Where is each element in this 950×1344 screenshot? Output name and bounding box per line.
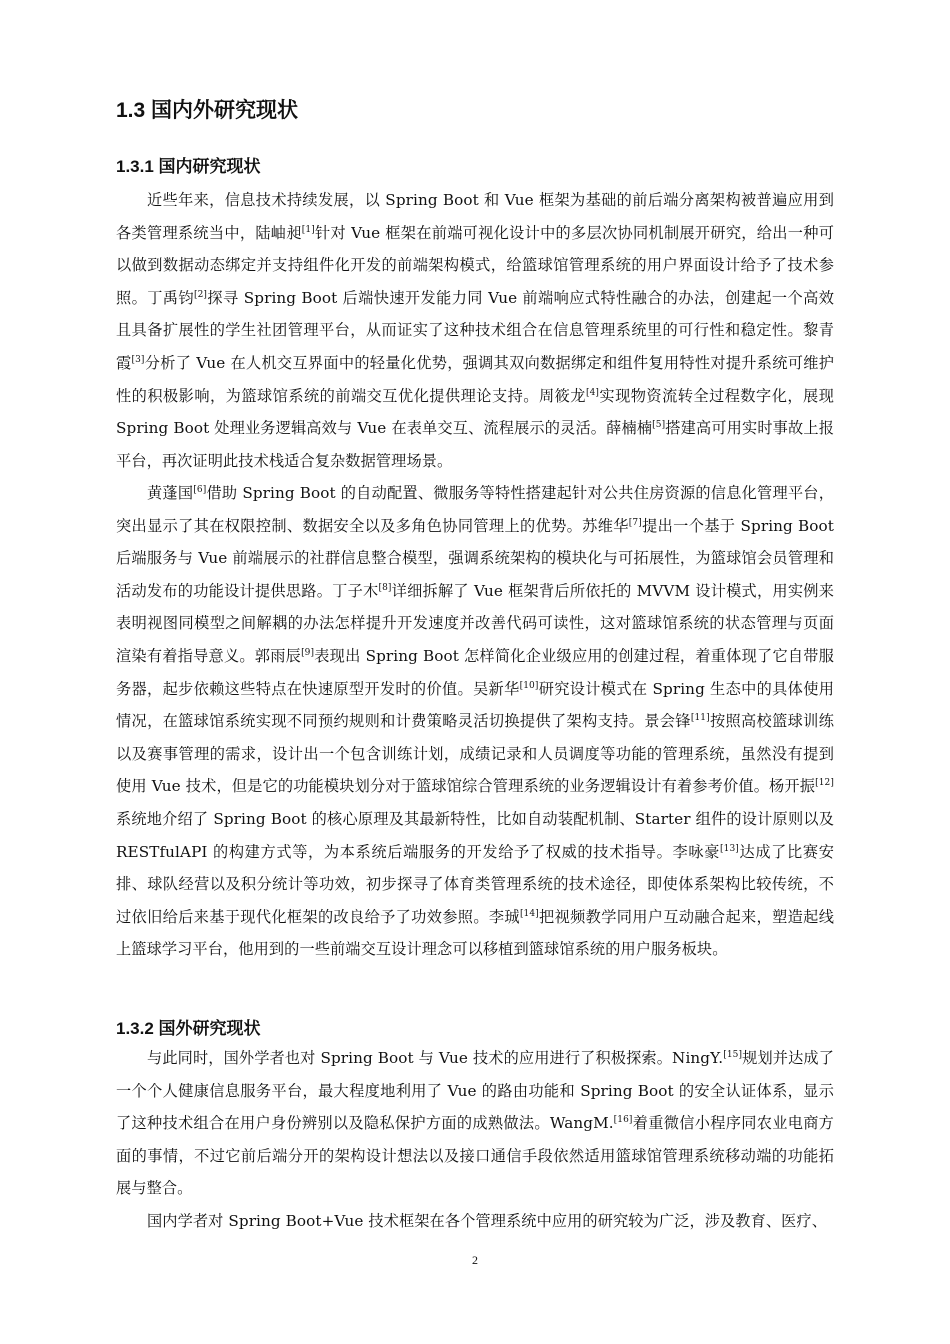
paragraph-text: 表现出 Spring Boot 怎样简化企业级应用的创建过程，着重体现了它自带服务器，起步依赖这些特点在快速原型开发时的价值。吴新华 bbox=[116, 646, 834, 698]
paragraph-text: 近些年来，信息技术持续发展，以 Spring Boot 和 Vue 框架为基础的前后端分离架构被普遍应用到各类管理系统当中，陆岫昶 bbox=[116, 191, 834, 242]
citation-reference: [5] bbox=[652, 420, 666, 431]
citation-reference: [4] bbox=[585, 387, 600, 398]
citation-reference: [10] bbox=[519, 680, 539, 691]
paragraph-text: 规划并达成了一个个人健康信息服务平台，最大程度地利用了 Vue 的路由功能和 Spring Boot 的安全认证体系，显示了这种技术组合在用户身份辨别以及隐私保护方面的成熟做法。WangM. bbox=[116, 1049, 834, 1133]
paragraph-text: 把视频教学同用户互动融合起来，塑造起线上篮球学习平台，他用到的一些前端交互设计理念可以移植到篮球馆系统的用户服务板块。 bbox=[116, 907, 834, 959]
paragraph-text: 提出一个基于 Spring Boot 后端服务与 Vue 前端展示的社群信息整合模型，强调系统架构的模块化与可拓展性，为篮球馆会员管理和活动发布的功能设计提供思路。丁子木 bbox=[116, 516, 834, 600]
paragraph-text: 详细拆解了 Vue 框架背后所依托的 MVVM 设计模式，用实例来表明视图同模型之间解耦的办法怎样提升开发速度并改善代码可读性，这对篮球馆系统的状态管理与页面渲染有着指导意义。郭雨辰 bbox=[116, 581, 834, 665]
citation-reference: [2] bbox=[193, 289, 208, 300]
citation-reference: [6] bbox=[193, 484, 207, 495]
citation-reference: [9] bbox=[301, 647, 315, 658]
paragraph-text: 针对 Vue 框架在前端可视化设计中的多层次协同机制展开研究，给出一种可以做到数据动态绑定并支持组件化开发的前端架构模式，给篮球馆管理系统的用户界面设计给予了技术参照。丁禹钧 bbox=[116, 223, 834, 307]
citation-reference: [1] bbox=[301, 224, 315, 235]
paragraph-text: 黄蓬国 bbox=[147, 484, 194, 502]
paragraph-text: 借助 Spring Boot 的自动配置、微服务等特性搭建起针对公共住房资源的信息化管理平台，突出显示了其在权限控制、数据安全以及多角色协同管理上的优势。苏维华 bbox=[116, 484, 834, 535]
paragraph-text: 研究设计模式在 Spring 生态中的具体使用情况，在篮球馆系统实现不同预约规则和计费策略灵活切换提供了架构支持。景会锋 bbox=[116, 679, 835, 731]
citation-reference: [16] bbox=[613, 1115, 633, 1126]
paragraph-text: 着重微信小程序同农业电商方面的事情，不过它前后端分开的架构设计想法以及接口通信手段依然适用篮球馆管理系统移动端的功能拓展与整合。 bbox=[116, 1114, 834, 1198]
paragraph-text: 与此同时，国外学者也对 Spring Boot 与 Vue 技术的应用进行了积极探索。NingY. bbox=[147, 1049, 724, 1067]
paragraph-text: 系统地介绍了 Spring Boot 的核心原理及其最新特性，比如自动装配机制、Starter 组件的设计原则以及 RESTfulAPI 的构建方式等，为本系统后端服务的开发给予了权威的技术指导。李咏豪 bbox=[116, 809, 834, 861]
paragraph-domestic-2 bbox=[116, 477, 834, 966]
citation-reference: [11] bbox=[690, 713, 710, 724]
citation-reference: [14] bbox=[519, 908, 539, 919]
paragraph-text: 按照高校篮球训练以及赛事管理的需求，设计出一个包含训练计划，成绩记录和人员调度等功能的管理系统，虽然没有提到使用 Vue 技术，但是它的功能模块划分对于篮球馆综合管理系统的业务逻辑设计有着参考价值。杨开振 bbox=[116, 712, 834, 796]
citation-reference: [15] bbox=[723, 1049, 743, 1060]
citation-reference: [3] bbox=[131, 354, 145, 365]
paragraph-continued bbox=[116, 1205, 834, 1238]
page-number: 2 bbox=[472, 1253, 478, 1267]
subsection-title-domestic: 1.3.1 国内研究现状 bbox=[116, 157, 261, 176]
citation-reference: [13] bbox=[720, 843, 739, 854]
subsection-title-foreign: 1.3.2 国外研究现状 bbox=[116, 1019, 261, 1038]
paragraph-text: 实现物资流转全过程数字化，展现 Spring Boot 处理业务逻辑高效与 Vue 在表单交互、流程展示的灵活。薛楠楠 bbox=[116, 386, 835, 438]
paragraph-text: 探寻 Spring Boot 后端快速开发能力同 Vue 前端响应式特性融合的办法，创建起一个高效且具备扩展性的学生社团管理平台，从而证实了这种技术组合在信息管理系统里的可行性和稳定性。黎青霞 bbox=[116, 288, 835, 372]
paragraph-text: 搭建高可用实时事故上报平台，再次证明此技术栈适合复杂数据管理场景。 bbox=[116, 419, 834, 470]
section-title: 1.3 国内外研究现状 bbox=[116, 99, 299, 122]
paragraph-text: 分析了 Vue 在人机交互界面中的轻量化优势，强调其双向数据绑定和组件复用特性对提升系统可维护性的积极影响，为篮球馆系统的前端交互优化提供理论支持。周筱龙 bbox=[116, 353, 834, 405]
paragraph-domestic-1 bbox=[116, 184, 834, 477]
citation-reference: [8] bbox=[378, 582, 392, 593]
citation-reference: [12] bbox=[815, 778, 834, 789]
paragraph-text: 达成了比赛安排、球队经营以及积分统计等功效，初步探寻了体育类管理系统的技术途径，即使体系架构比较传统，不过依旧给后来基于现代化框架的改良给予了功效参照。李珹 bbox=[116, 842, 834, 926]
citation-reference: [7] bbox=[628, 517, 642, 528]
paragraph-foreign-1 bbox=[116, 1042, 834, 1205]
paragraph-text: 国内学者对 Spring Boot+Vue 技术框架在各个管理系统中应用的研究较为广泛，涉及教育、医疗、 bbox=[147, 1212, 828, 1230]
